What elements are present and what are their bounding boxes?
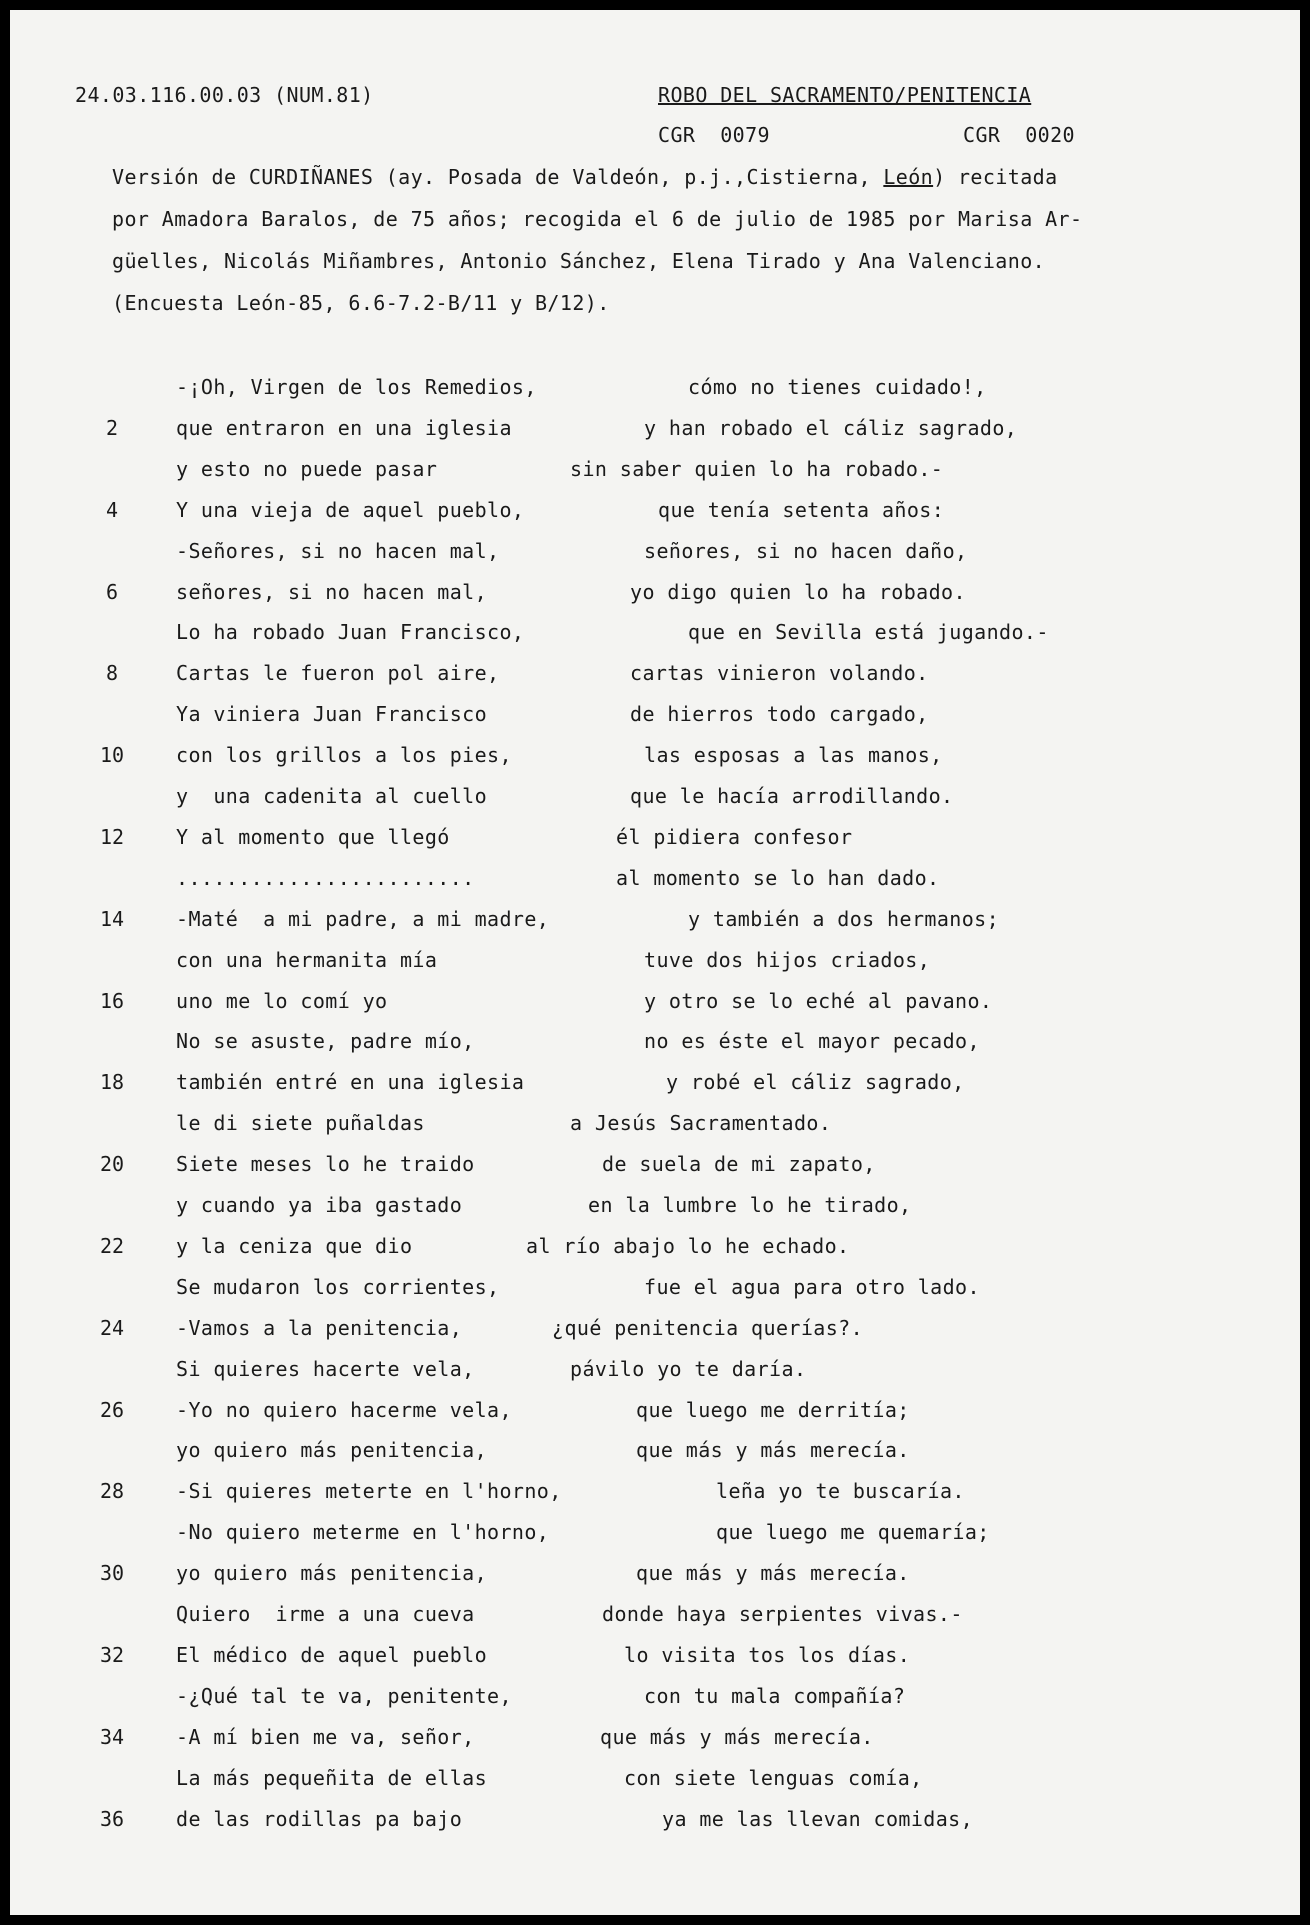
verse-second-hemistich: y han robado el cáliz sagrado, bbox=[644, 416, 1018, 440]
verse-first-hemistich: -Maté a mi padre, a mi madre, bbox=[176, 907, 550, 931]
verse-first-hemistich: Si quieres hacerte vela, bbox=[176, 1357, 475, 1381]
ballad-title: ROBO DEL SACRAMENTO/PENITENCIA bbox=[658, 83, 1032, 107]
verse-number: 20 bbox=[99, 1152, 125, 1176]
verse-first-hemistich: ........................ bbox=[176, 866, 475, 890]
verse-second-hemistich: que le hacía arrodillando. bbox=[630, 784, 954, 808]
verse-first-hemistich: No se asuste, padre mío, bbox=[176, 1029, 475, 1053]
reference-code: 24.03.116.00.03 (NUM.81) bbox=[75, 83, 374, 107]
verse-first-hemistich: uno me lo comí yo bbox=[176, 989, 388, 1013]
verse-first-hemistich: señores, si no hacen mal, bbox=[176, 580, 488, 604]
verse-second-hemistich: con siete lenguas comía, bbox=[624, 1766, 923, 1790]
verse-second-hemistich: al río abajo lo he echado. bbox=[526, 1234, 850, 1258]
verse-number: 10 bbox=[99, 743, 125, 767]
verse-second-hemistich: con tu mala compañía? bbox=[644, 1684, 906, 1708]
verse-first-hemistich: Y al momento que llegó bbox=[176, 825, 450, 849]
verse-second-hemistich: las esposas a las manos, bbox=[644, 743, 943, 767]
verse-second-hemistich: y otro se lo eché al pavano. bbox=[644, 989, 993, 1013]
verse-second-hemistich: cartas vinieron volando. bbox=[630, 661, 929, 685]
verse-number: 36 bbox=[99, 1807, 125, 1831]
verse-first-hemistich: Quiero irme a una cueva bbox=[176, 1602, 475, 1626]
verse-first-hemistich: con los grillos a los pies, bbox=[176, 743, 512, 767]
verse-number: 2 bbox=[105, 416, 119, 440]
verse-second-hemistich: que más y más merecía. bbox=[636, 1438, 910, 1462]
typewritten-page bbox=[10, 10, 1300, 1915]
verse-first-hemistich: con una hermanita mía bbox=[176, 948, 438, 972]
verse-number: 22 bbox=[99, 1234, 125, 1258]
verse-first-hemistich: y esto no puede pasar bbox=[176, 457, 438, 481]
verse-first-hemistich: El médico de aquel pueblo bbox=[176, 1643, 488, 1667]
verse-number: 34 bbox=[99, 1725, 125, 1749]
verse-first-hemistich: La más pequeñita de ellas bbox=[176, 1766, 488, 1790]
verse-second-hemistich: y robé el cáliz sagrado, bbox=[666, 1070, 965, 1094]
verse-second-hemistich: tuve dos hijos criados, bbox=[644, 948, 931, 972]
verse-first-hemistich: Siete meses lo he traido bbox=[176, 1152, 475, 1176]
catalog-code-left: CGR 0079 bbox=[658, 123, 770, 147]
intro-line-2: por Amadora Baralos, de 75 años; recogida el 6 de julio de 1985 por Marisa Ar- bbox=[112, 207, 1083, 231]
verse-second-hemistich: no es éste el mayor pecado, bbox=[644, 1029, 980, 1053]
verse-second-hemistich: al momento se lo han dado. bbox=[616, 866, 940, 890]
verse-number: 26 bbox=[99, 1398, 125, 1422]
verse-first-hemistich: de las rodillas pa bajo bbox=[176, 1807, 463, 1831]
verse-first-hemistich: -Vamos a la penitencia, bbox=[176, 1316, 463, 1340]
intro-line-1 bbox=[112, 165, 1058, 189]
verse-second-hemistich: de suela de mi zapato, bbox=[602, 1152, 876, 1176]
verse-first-hemistich: -Si quieres meterte en l'horno, bbox=[176, 1479, 562, 1503]
verse-first-hemistich: Y una vieja de aquel pueblo, bbox=[176, 498, 525, 522]
verse-first-hemistich: le di siete puñaldas bbox=[176, 1111, 425, 1135]
verse-first-hemistich: y una cadenita al cuello bbox=[176, 784, 488, 808]
verse-number: 28 bbox=[99, 1479, 125, 1503]
verse-first-hemistich: Ya viniera Juan Francisco bbox=[176, 702, 488, 726]
verse-second-hemistich: de hierros todo cargado, bbox=[630, 702, 929, 726]
verse-second-hemistich: leña yo te buscaría. bbox=[716, 1479, 965, 1503]
verse-second-hemistich: ya me las llevan comidas, bbox=[662, 1807, 974, 1831]
intro-line-4: (Encuesta León-85, 6.6-7.2-B/11 y B/12). bbox=[112, 291, 610, 315]
verse-number: 6 bbox=[105, 580, 119, 604]
verse-first-hemistich: yo quiero más penitencia, bbox=[176, 1561, 488, 1585]
verse-second-hemistich: cómo no tienes cuidado!, bbox=[688, 375, 987, 399]
verse-number: 16 bbox=[99, 989, 125, 1013]
verse-number: 4 bbox=[105, 498, 119, 522]
intro-line-3: güelles, Nicolás Miñambres, Antonio Sánchez, Elena Tirado y Ana Valenciano. bbox=[112, 249, 1046, 273]
verse-second-hemistich: pávilo yo te daría. bbox=[570, 1357, 807, 1381]
verse-second-hemistich: él pidiera confesor bbox=[616, 825, 853, 849]
verse-second-hemistich: fue el agua para otro lado. bbox=[644, 1275, 980, 1299]
verse-first-hemistich: -Yo no quiero hacerme vela, bbox=[176, 1398, 512, 1422]
verse-first-hemistich: yo quiero más penitencia, bbox=[176, 1438, 488, 1462]
verse-number: 32 bbox=[99, 1643, 125, 1667]
verse-number: 24 bbox=[99, 1316, 125, 1340]
verse-second-hemistich: que más y más merecía. bbox=[600, 1725, 874, 1749]
verse-second-hemistich: sin saber quien lo ha robado.- bbox=[570, 457, 944, 481]
verse-number: 12 bbox=[99, 825, 125, 849]
intro-line-1-end: ) recitada bbox=[933, 165, 1058, 189]
verse-second-hemistich: yo digo quien lo ha robado. bbox=[630, 580, 966, 604]
verse-second-hemistich: que en Sevilla está jugando.- bbox=[688, 620, 1049, 644]
verse-first-hemistich: que entraron en una iglesia bbox=[176, 416, 512, 440]
verse-number: 18 bbox=[99, 1070, 125, 1094]
verse-first-hemistich: también entré en una iglesia bbox=[176, 1070, 525, 1094]
verse-second-hemistich: señores, si no hacen daño, bbox=[644, 539, 968, 563]
verse-second-hemistich: en la lumbre lo he tirado, bbox=[588, 1193, 912, 1217]
verse-second-hemistich: que más y más merecía. bbox=[636, 1561, 910, 1585]
verse-second-hemistich: que luego me derritía; bbox=[636, 1398, 910, 1422]
verse-first-hemistich: -¡Oh, Virgen de los Remedios, bbox=[176, 375, 537, 399]
verse-first-hemistich: -No quiero meterme en l'horno, bbox=[176, 1520, 550, 1544]
verse-first-hemistich: y la ceniza que dio bbox=[176, 1234, 413, 1258]
verse-first-hemistich: Cartas le fueron pol aire, bbox=[176, 661, 500, 685]
verse-first-hemistich: -A mí bien me va, señor, bbox=[176, 1725, 475, 1749]
verse-second-hemistich: que tenía setenta años: bbox=[658, 498, 945, 522]
catalog-code-right: CGR 0020 bbox=[963, 123, 1075, 147]
verse-number: 14 bbox=[99, 907, 125, 931]
intro-line-1-start: Versión de CURDIÑANES (ay. Posada de Valdeón, p.j.,Cistierna, bbox=[112, 165, 884, 189]
verse-second-hemistich: ¿qué penitencia querías?. bbox=[552, 1316, 864, 1340]
verse-first-hemistich: y cuando ya iba gastado bbox=[176, 1193, 463, 1217]
verse-second-hemistich: donde haya serpientes vivas.- bbox=[602, 1602, 963, 1626]
verse-second-hemistich: lo visita tos los días. bbox=[624, 1643, 911, 1667]
verse-number: 8 bbox=[105, 661, 119, 685]
verse-number: 30 bbox=[99, 1561, 125, 1585]
verse-first-hemistich: Lo ha robado Juan Francisco, bbox=[176, 620, 525, 644]
verse-first-hemistich: Se mudaron los corrientes, bbox=[176, 1275, 500, 1299]
verse-first-hemistich: -Señores, si no hacen mal, bbox=[176, 539, 500, 563]
intro-place: León bbox=[883, 165, 934, 189]
verse-second-hemistich: a Jesús Sacramentado. bbox=[570, 1111, 832, 1135]
verse-second-hemistich: y también a dos hermanos; bbox=[688, 907, 1000, 931]
verse-first-hemistich: -¿Qué tal te va, penitente, bbox=[176, 1684, 512, 1708]
verse-second-hemistich: que luego me quemaría; bbox=[716, 1520, 990, 1544]
